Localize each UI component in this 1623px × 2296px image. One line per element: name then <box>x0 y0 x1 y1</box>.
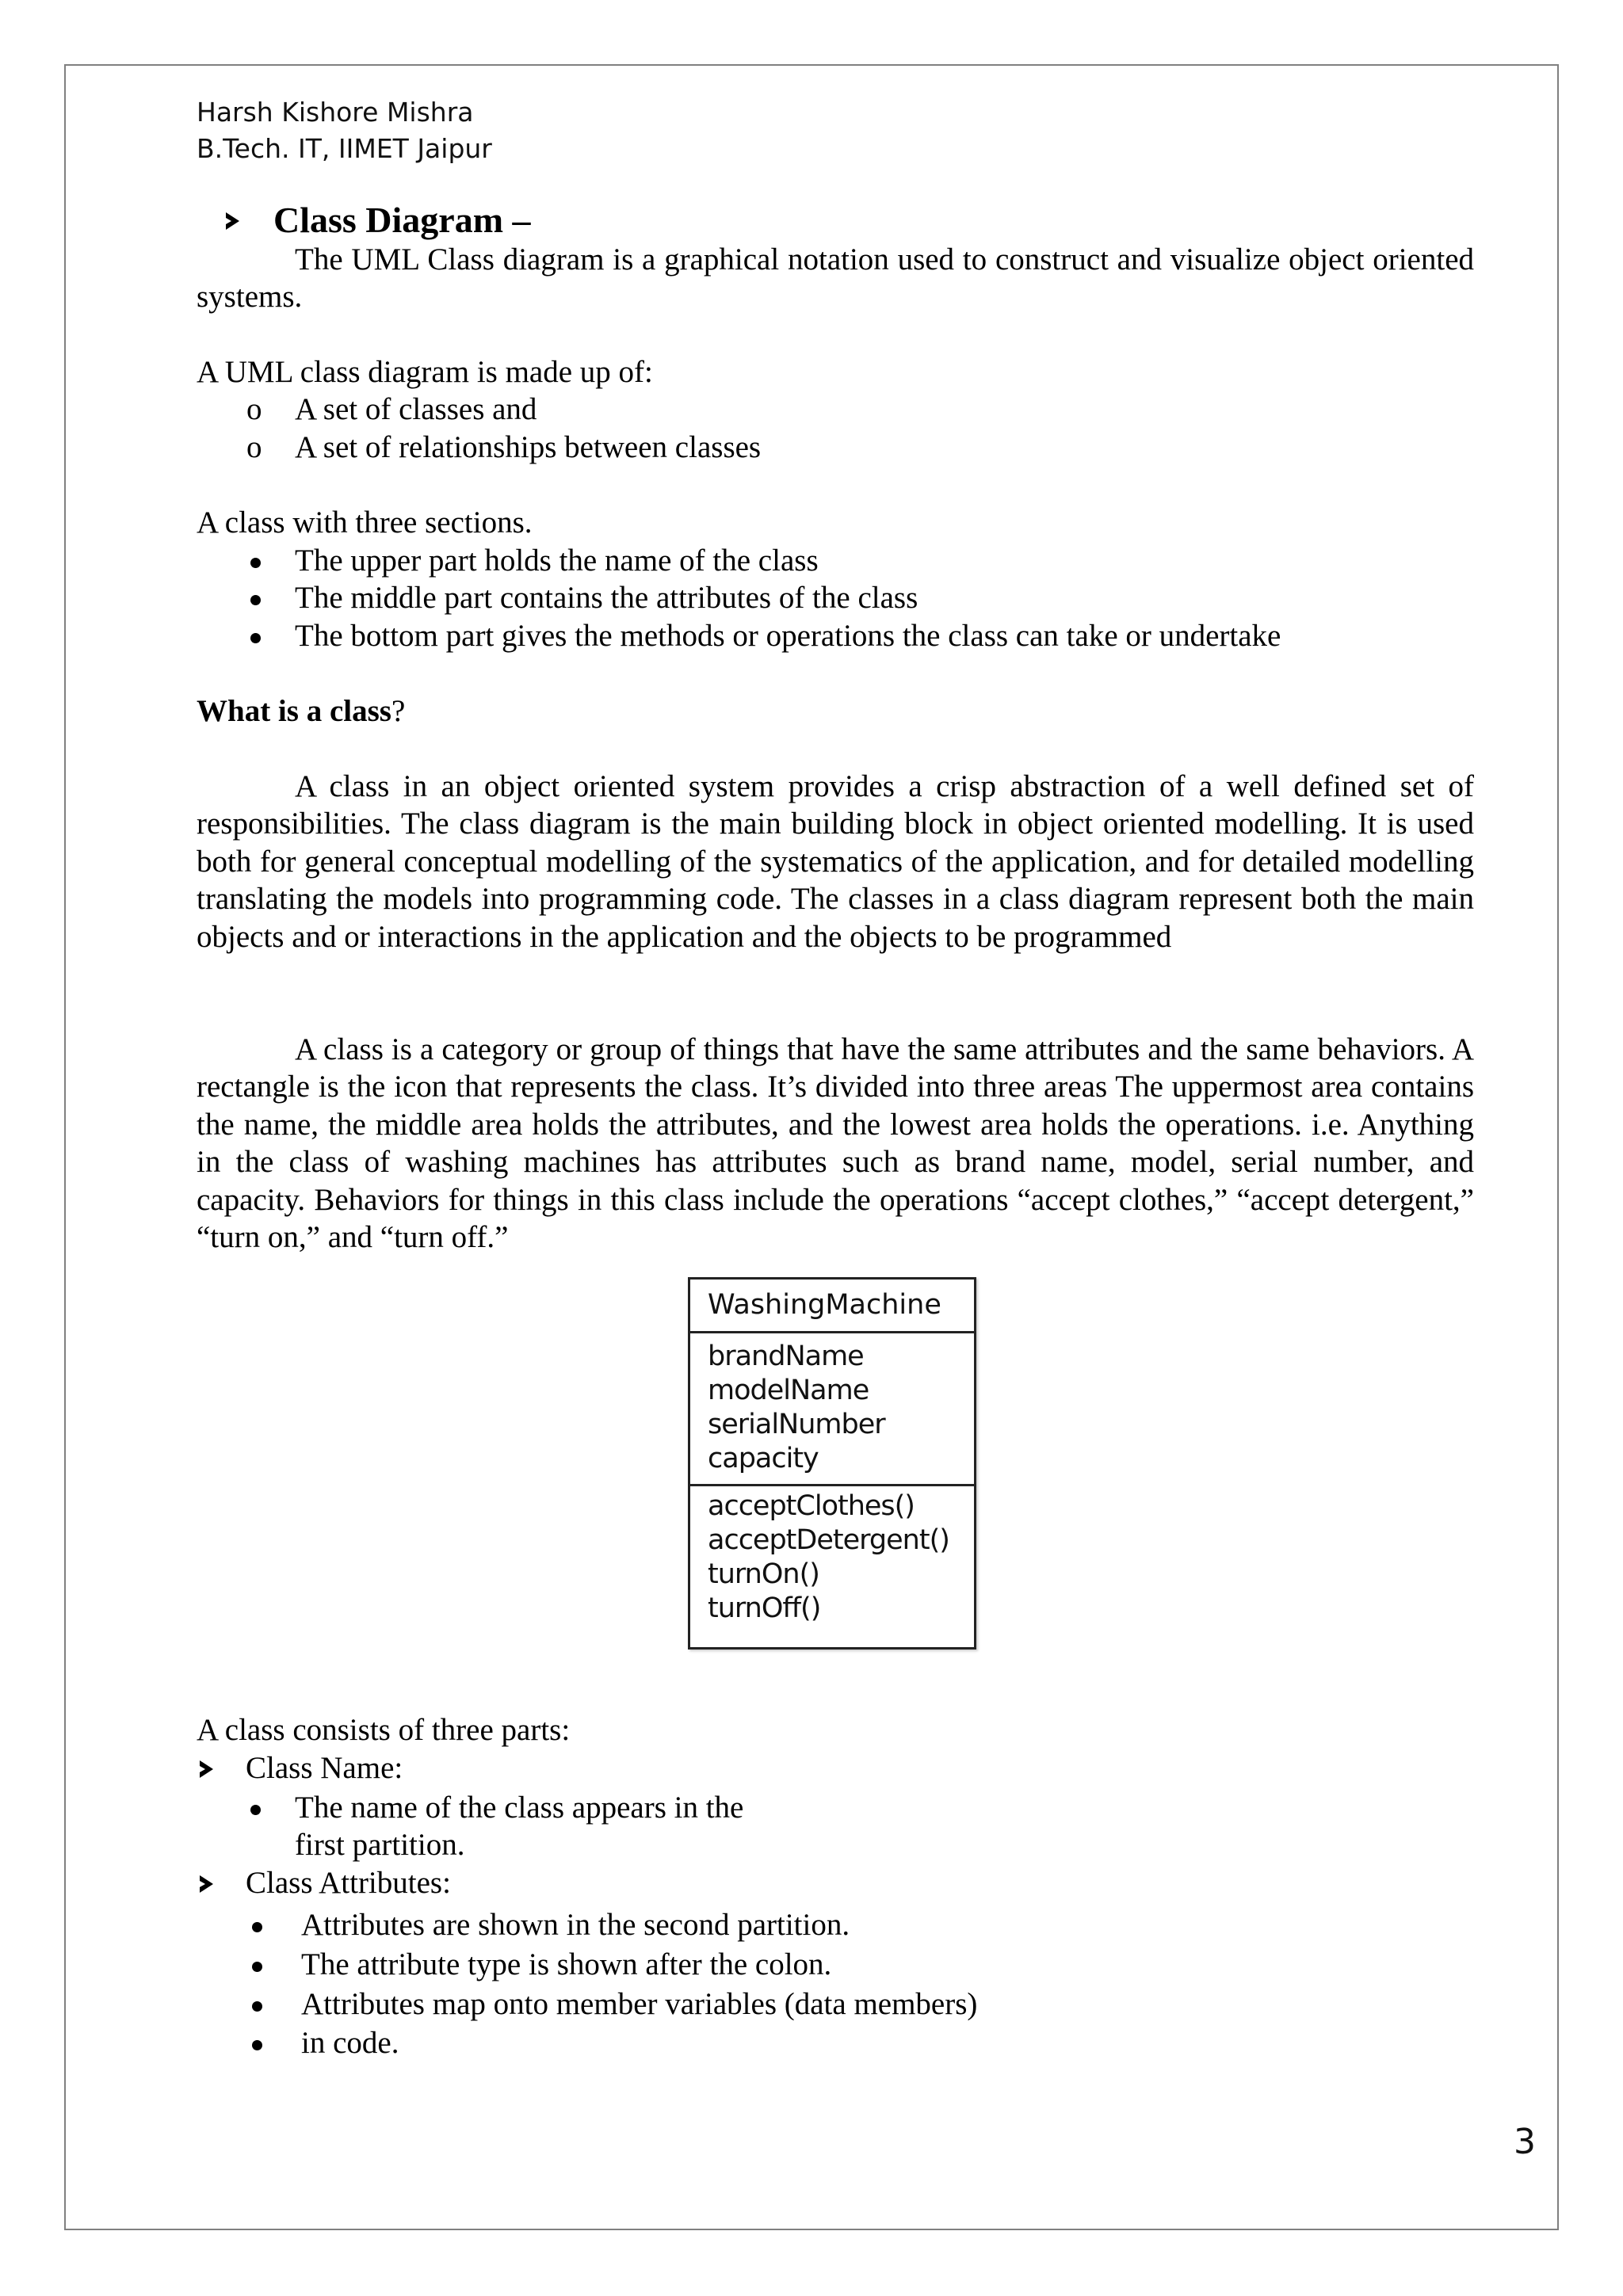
uml-operations <box>690 1486 974 1626</box>
bullet-icon <box>250 595 261 605</box>
author-name: Harsh Kishore Mishra <box>197 97 474 128</box>
uml-attribute: brandName <box>708 1341 864 1372</box>
section-title: Class Diagram – <box>273 200 531 240</box>
list-item: A set of classes and <box>295 392 537 426</box>
bullet-icon <box>252 2001 262 2012</box>
uml-attribute: serialNumber <box>708 1409 885 1440</box>
arrow-bullet-icon <box>200 1875 213 1893</box>
list-item: The name of the class appears in the <box>295 1791 744 1825</box>
what-is-paragraph-2: A class is a category or group of things that have the same attributes and the same behaviors. A rectangle is the icon that represents the class. It’s divided into three areas The uppermost area contains the name, the middle area holds the attributes, and the lowest area holds the operations. i.e. Anything in the class of washing machines has attributes such as brand name, model, serial number, and capacity. Behaviors for things in this class include the operations “accept clothes,” “accept detergent,” “turn on,” and “turn off.” <box>197 1032 1474 1255</box>
bullet-icon <box>250 633 261 643</box>
intro-paragraph: The UML Class diagram is a graphical notation used to construct and visualize object oriented systems. <box>197 242 1474 315</box>
what-is-heading-tail: ? <box>391 694 406 728</box>
made-up-lead: A UML class diagram is made up of: <box>197 355 653 389</box>
uml-class-diagram <box>688 1277 976 1650</box>
uml-attributes <box>690 1333 974 1486</box>
uml-class-name: WashingMachine <box>690 1280 974 1333</box>
list-item-continuation: first partition. <box>295 1828 465 1862</box>
bullet-icon <box>250 558 261 568</box>
class-name-label: Class Name: <box>246 1751 403 1785</box>
list-item: The bottom part gives the methods or operations the class can take or undertake <box>295 619 1281 653</box>
uml-operation: acceptDetergent() <box>708 1524 949 1556</box>
list-item: The attribute type is shown after the colon. <box>301 1947 832 1981</box>
class-attributes-label: Class Attributes: <box>246 1866 451 1900</box>
what-is-paragraph-1: A class in an object oriented system provides a crisp abstraction of a well defined set of responsibilities. The class diagram is the main building block in object oriented modelling. It is used both for general conceptual modelling of the systematics of the application, and for detailed modelling translating the models into programming code. The classes in a class diagram represent both the main objects and or interactions in the application and the objects to be programmed <box>197 769 1474 954</box>
list-item: The middle part contains the attributes of the class <box>295 581 918 615</box>
uml-attribute: capacity <box>708 1443 819 1474</box>
list-item: Attributes are shown in the second partition. <box>301 1908 850 1942</box>
what-is-heading-bold: What is a class <box>197 694 391 728</box>
circle-bullet-icon: o <box>246 430 262 464</box>
list-item: in code. <box>301 2026 399 2060</box>
circle-bullet-icon: o <box>246 392 262 426</box>
parts-lead: A class consists of three parts: <box>197 1713 571 1747</box>
uml-attribute: modelName <box>708 1375 869 1406</box>
arrow-bullet-icon <box>200 1760 213 1778</box>
bullet-icon <box>250 1805 261 1815</box>
list-item: The upper part holds the name of the class <box>295 543 819 578</box>
list-item: A set of relationships between classes <box>295 430 762 464</box>
bullet-icon <box>252 2040 262 2050</box>
sections-lead: A class with three sections. <box>197 505 533 540</box>
bullet-icon <box>252 1922 262 1932</box>
arrow-bullet-icon <box>226 212 239 230</box>
uml-operation: acceptClothes() <box>708 1490 915 1522</box>
bullet-icon <box>252 1962 262 1972</box>
page-number: 3 <box>1514 2122 1536 2162</box>
list-item: Attributes map onto member variables (data members) <box>301 1987 978 2021</box>
what-is-heading <box>197 692 405 730</box>
uml-operation: turnOn() <box>708 1558 819 1590</box>
author-affiliation: B.Tech. IT, IIMET Jaipur <box>197 133 492 164</box>
uml-operation: turnOff() <box>708 1592 821 1624</box>
